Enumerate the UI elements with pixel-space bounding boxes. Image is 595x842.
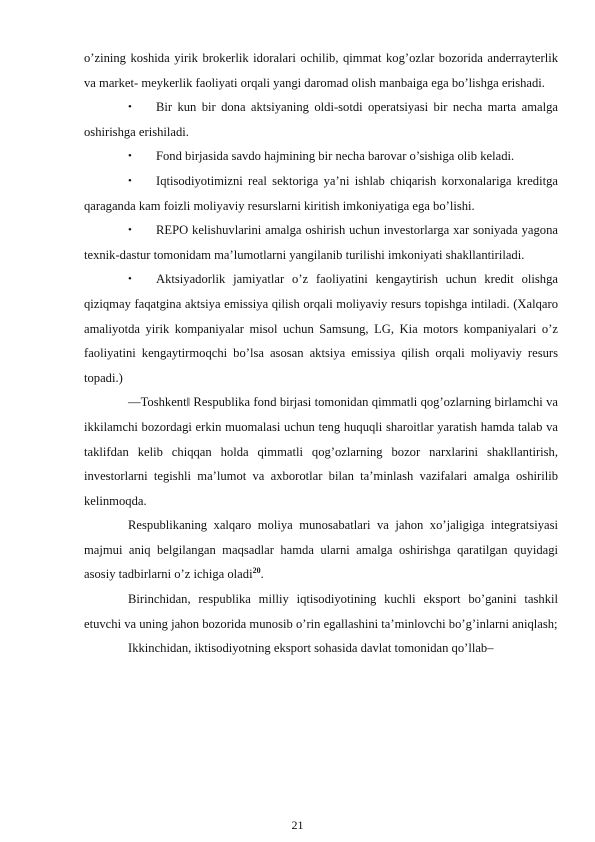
- bullet-item: [84, 218, 558, 267]
- bullet-icon: •: [128, 273, 132, 286]
- bullet-icon: •: [128, 174, 132, 187]
- bullet-text: REPO kelishuvlarini amalga oshirish uchun investorlarga xar soniyada yagona texnik-dastur tomonidam ma’lumotlarni yangilanib turilishi imkoniyati shakllantiriladi.: [84, 223, 558, 262]
- bullet-icon: •: [128, 150, 132, 163]
- paragraph-integration-text: Respublikaning xalqaro moliya munosabatlari va jahon xo’jaligiga integratsiyasi majmui aniq belgilangan maqsadlar hamda ularni amalga oshirishga qaratilgan quyidagi asosiy tadbirlarni o’z ichiga oladi: [84, 518, 558, 582]
- bullet-item: [84, 144, 558, 169]
- bullet-text: Aktsiyadorlik jamiyatlar o’z faoliyatini kengaytirish uchun kredit olishga qiziqmay faqatgina aktsiya emissiya qilish orqali moliyaviy resurs topishga intiladi. (Xalqaro amaliyotda yirik kompaniyalar misol uchun Samsung, LG, Kia motors kompaniyalari o’z faoliyatini kengaytirmoqchi bo’lsa asosan aktsiya emissiya qilish orqali moliyaviy resurs topadi.): [84, 272, 558, 385]
- bullet-item: [84, 95, 558, 144]
- bullet-text: Iqtisodiyotimizni real sektoriga ya’ni ishlab chiqarish korxonalariga kreditga qaraganda kam foizli moliyaviy resurslarni kiritish imkoniyatiga ega bo’lishi.: [84, 173, 558, 213]
- paragraph-toshkent-exchange: ―Toshkent‖ Respublika fond birjasi tomonidan qimmatli qog’ozlarning birlamchi va ikkilamchi bozordagi erkin muomalasi uchun teng huquqli sharoitlar yaratish hamda talab va taklifdan kelib chiqqan holda qimmatli qog’ozlarning bozor narxlarini shakllantirish, investorlarni tegishli ma’lumot va axborotlar bilan ta’minlash vazifalari amalga oshirilib kelinmoqda.: [84, 395, 558, 508]
- document-body: [84, 46, 558, 661]
- paragraph-intro: o’zining koshida yirik brokerlik idoralari ochilib, qimmat kog’ozlar bozorida anderrayterlik va market- meykerlik faoliyati orqali yangi daromad olish manbaiga ega bo’lishga erishadi.: [84, 51, 558, 90]
- bullet-item: [84, 169, 558, 218]
- footnote-ref[interactable]: 20: [252, 566, 261, 576]
- paragraph-first: Birinchidan, respublika milliy iqtisodiyotining kuchli eksport bo’ganini tashkil etuvchi va uning jahon bozorida munosib o’rin egallashini ta’minlovchi bo’g’inlarni aniqlash;: [84, 592, 558, 631]
- bullet-text: Fond birjasida savdo hajmining bir necha barovar o’sishiga olib keladi.: [156, 149, 515, 164]
- page-number: 21: [291, 818, 304, 832]
- paragraph-integration: [84, 513, 558, 587]
- paragraph-integration-end: .: [260, 567, 264, 582]
- bullet-text: Bir kun bir dona aktsiyaning oldi-sotdi operatsiyasi bir necha marta amalga oshirishga erishiladi.: [84, 100, 558, 139]
- paragraph-second: Ikkinchidan, iktisodiyotning eksport sohasida davlat tomonidan qo’llab–: [128, 641, 494, 656]
- bullet-icon: •: [128, 224, 132, 237]
- bullet-item: [84, 267, 558, 390]
- bullet-icon: •: [128, 101, 132, 114]
